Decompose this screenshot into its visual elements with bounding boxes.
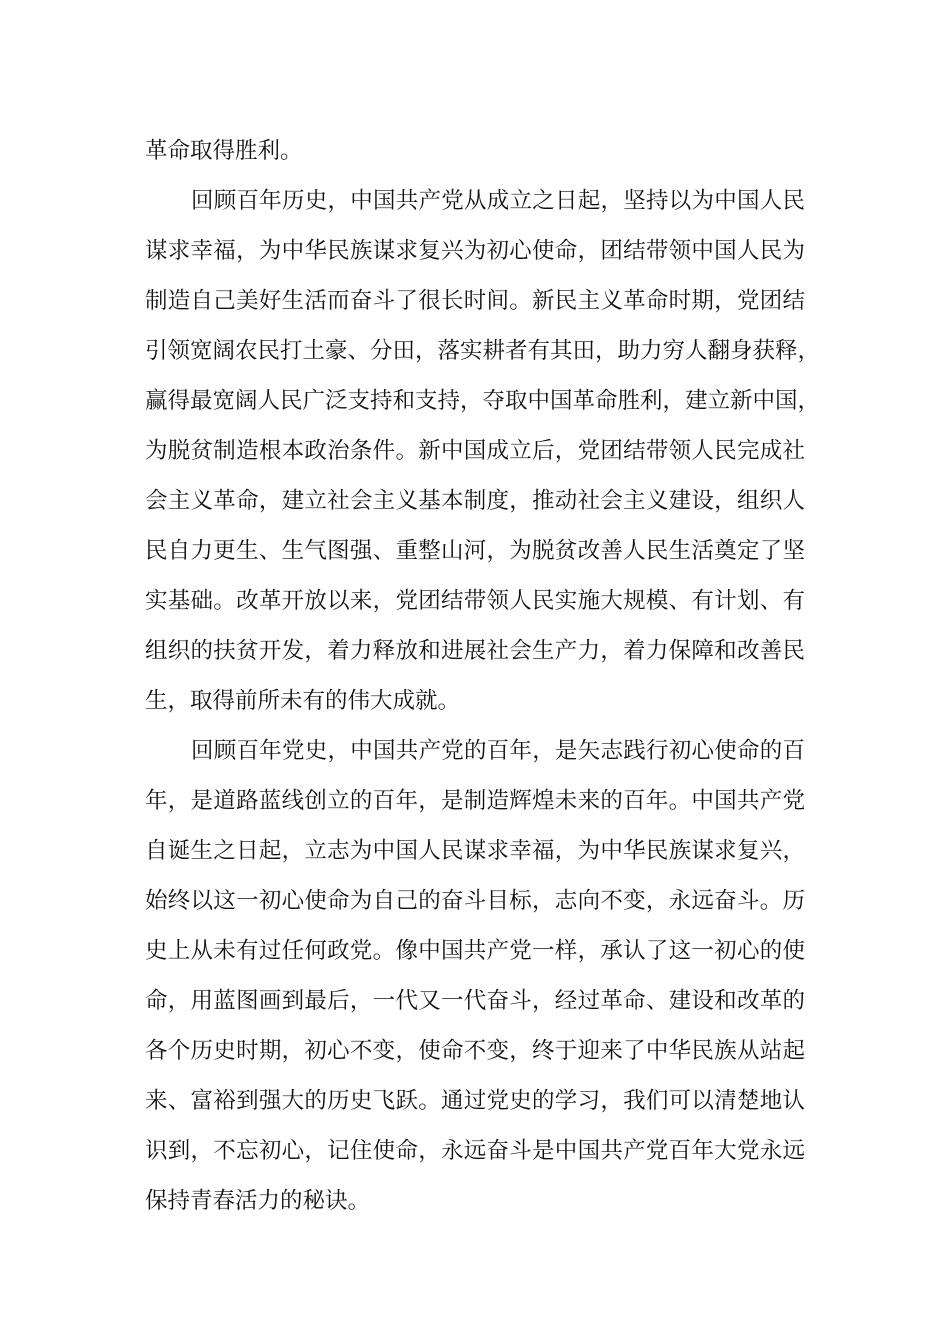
paragraph-line: 为脱贫制造根本政治条件。新中国成立后，党团结带领人民完成社 [145, 438, 805, 464]
paragraph-line: 谋求幸福，为中华民族谋求复兴为初心使命，团结带领中国人民为 [145, 238, 805, 264]
paragraph-line: 制造自己美好生活而奋斗了很长时间。新民主义革命时期，党团结 [145, 288, 805, 314]
paragraph-line: 赢得最宽阔人民广泛支持和支持，夺取中国革命胜利，建立新中国， [145, 388, 821, 414]
paragraph-line: 生，取得前所未有的伟大成就。 [145, 688, 461, 714]
paragraph-line: 史上从未有过任何政党。像中国共产党一样，承认了这一初心的使 [145, 938, 805, 964]
paragraph-line: 引领宽阔农民打土豪、分田，落实耕者有其田，助力穷人翻身获释， [145, 338, 821, 364]
paragraph-line: 识到，不忘初心，记住使命，永远奋斗是中国共产党百年大党永远 [145, 1138, 805, 1164]
paragraph-line: 民自力更生、生气图强、重整山河，为脱贫改善人民生活奠定了坚 [145, 538, 805, 564]
paragraph-line: 会主义革命，建立社会主义基本制度，推动社会主义建设，组织人 [145, 488, 805, 514]
paragraph-line: 始终以这一初心使命为自己的奋斗目标，志向不变，永远奋斗。历 [145, 888, 805, 914]
paragraph-line: 革命取得胜利。 [145, 138, 303, 164]
paragraph-line: 回顾百年党史，中国共产党的百年，是矢志践行初心使命的百 [191, 738, 805, 764]
paragraph-line: 回顾百年历史，中国共产党从成立之日起，坚持以为中国人民 [191, 188, 805, 214]
paragraph-line: 自诞生之日起，立志为中国人民谋求幸福，为中华民族谋求复兴， [145, 838, 805, 864]
paragraph-line: 组织的扶贫开发，着力释放和进展社会生产力，着力保障和改善民 [145, 638, 805, 664]
paragraph-line: 各个历史时期，初心不变，使命不变，终于迎来了中华民族从站起 [145, 1038, 805, 1064]
paragraph-line: 保持青春活力的秘诀。 [145, 1188, 371, 1214]
paragraph-line: 来、富裕到强大的历史飞跃。通过党史的学习，我们可以清楚地认 [145, 1088, 805, 1114]
paragraph-line: 实基础。改革开放以来，党团结带领人民实施大规模、有计划、有 [145, 588, 805, 614]
paragraph-line: 年，是道路蓝线创立的百年，是制造辉煌未来的百年。中国共产党 [145, 788, 805, 814]
paragraph-line: 命，用蓝图画到最后，一代又一代奋斗，经过革命、建设和改革的 [145, 988, 805, 1014]
